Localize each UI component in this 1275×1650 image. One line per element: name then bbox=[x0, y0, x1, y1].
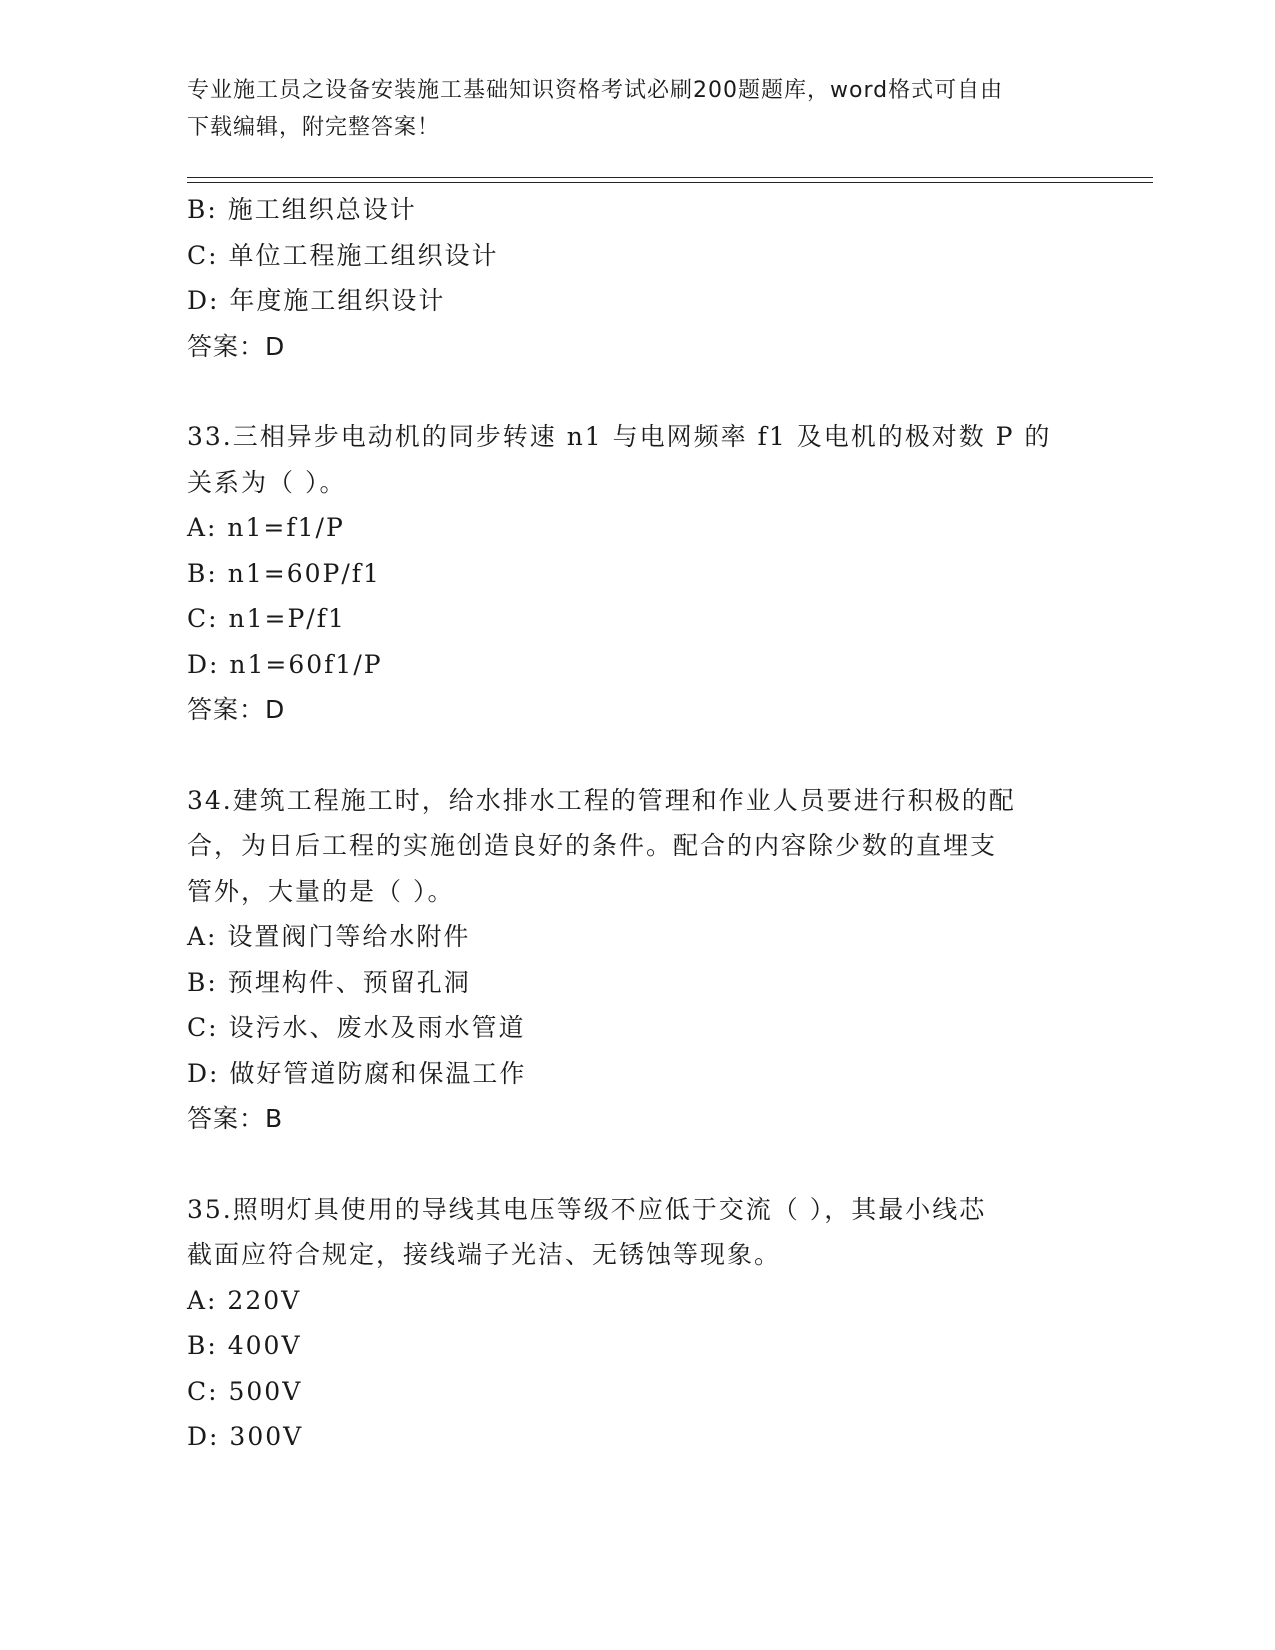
option-b: B: 施工组织总设计 bbox=[187, 195, 417, 224]
option-d: D: n1=60f1/P bbox=[187, 649, 383, 679]
header-rule-bottom bbox=[187, 182, 1153, 183]
document-header bbox=[187, 72, 1087, 146]
question-35 bbox=[187, 1187, 1087, 1460]
question-stem-line: 管外，大量的是（ ）。 bbox=[187, 876, 455, 906]
answer: 答案：B bbox=[187, 1104, 284, 1133]
option-a: A: n1=f1/P bbox=[187, 513, 345, 542]
question-32-continued bbox=[187, 187, 1087, 369]
option-d: D: 做好管道防腐和保温工作 bbox=[187, 1058, 527, 1088]
option-c: C: 500V bbox=[187, 1376, 303, 1406]
option-c: C: n1=P/f1 bbox=[187, 604, 346, 633]
header-rule-top bbox=[187, 177, 1153, 178]
option-c: C: 单位工程施工组织设计 bbox=[187, 240, 499, 270]
question-stem-line: 35.照明灯具使用的导线其电压等级不应低于交流（ ），其最小线芯 bbox=[187, 1194, 987, 1224]
question-stem-line: 34.建筑工程施工时，给水排水工程的管理和作业人员要进行积极的配 bbox=[187, 785, 1016, 815]
option-d: D: 年度施工组织设计 bbox=[187, 286, 446, 315]
spacer bbox=[187, 733, 1087, 778]
question-stem-line: 截面应符合规定，接线端子光洁、无锈蚀等现象。 bbox=[187, 1240, 782, 1269]
spacer bbox=[187, 1142, 1087, 1187]
option-b: B: 400V bbox=[187, 1331, 302, 1360]
option-b: B: 预埋构件、预留孔洞 bbox=[187, 967, 471, 997]
answer: 答案：D bbox=[187, 331, 286, 361]
spacer bbox=[187, 369, 1087, 414]
question-stem-line: 合，为日后工程的实施创造良好的条件。配合的内容除少数的直埋支 bbox=[187, 831, 998, 860]
option-d: D: 300V bbox=[187, 1422, 304, 1451]
question-34 bbox=[187, 778, 1087, 1142]
option-a: A: 220V bbox=[187, 1285, 302, 1315]
header-line-1: 专业施工员之设备安装施工基础知识资格考试必刷200题题库，word格式可自由 bbox=[187, 78, 1004, 103]
header-line-2: 下载编辑，附完整答案！ bbox=[187, 115, 441, 140]
option-b: B: n1=60P/f1 bbox=[187, 558, 381, 588]
answer: 答案：D bbox=[187, 695, 286, 724]
question-33 bbox=[187, 414, 1087, 733]
document-body bbox=[187, 187, 1087, 1460]
option-a: A: 设置阀门等给水附件 bbox=[187, 922, 471, 951]
option-c: C: 设污水、废水及雨水管道 bbox=[187, 1013, 526, 1042]
question-stem-line: 33.三相异步电动机的同步转速 n1 与电网频率 f1 及电机的极对数 P 的 bbox=[187, 422, 1052, 451]
question-stem-line: 关系为（ ）。 bbox=[187, 467, 347, 497]
